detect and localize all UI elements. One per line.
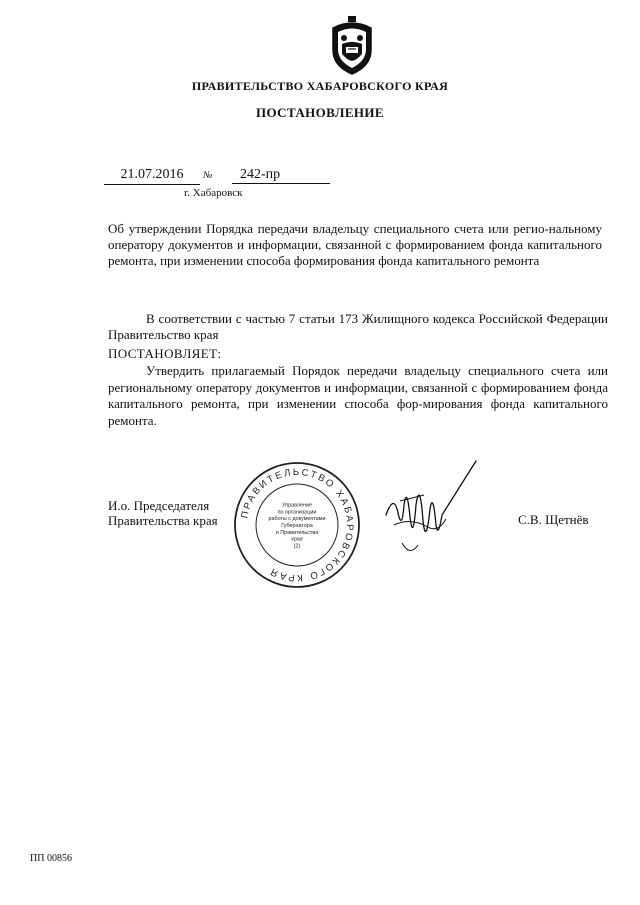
seal-inner-line: по организации: [277, 509, 317, 516]
document-subject: Об утверждении Порядка передачи владельцу специального счета или регио-нальному оператору документов и информации, связанной с формированием фонда капитального ремонта, при изменении способа формирования фонда капитального ремонта: [108, 221, 602, 268]
signatory-position-line2: Правительства края: [108, 513, 218, 528]
seal-outer-text: ПРАВИТЕЛЬСТВО ХАБАРОВСКОГО КРАЯ: [239, 466, 356, 584]
document-number: 242-пр: [232, 166, 330, 184]
resolves-heading: ПОСТАНОВЛЯЕТ:: [108, 346, 222, 361]
seal-inner-line: Управление: [282, 502, 312, 509]
document-code: ПП 00856: [30, 853, 72, 864]
seal-inner-line: Губернатора: [281, 523, 313, 529]
preamble-paragraph: В соответствии с частью 7 статьи 173 Жилищного кодекса Российской Федерации Правительство края: [108, 311, 608, 342]
seal-inner-line: и Правительства: [275, 529, 319, 536]
city-label: г. Хабаровск: [184, 187, 243, 199]
document-date: 21.07.2016: [104, 166, 200, 185]
seal-inner-line: края: [291, 536, 303, 543]
emblem-icon: [329, 14, 375, 76]
government-title: ПРАВИТЕЛЬСТВО ХАБАРОВСКОГО КРАЯ: [191, 79, 449, 93]
signatory-position: [108, 498, 218, 528]
official-seal: [232, 460, 362, 590]
signatory-name: С.В. Щетнёв: [518, 512, 589, 527]
resolution-clause: Утвердить прилагаемый Порядок передачи владельцу специального счета или региональному оператору документов и информации, связанной с формированием фонда капитального ремонта, при изменении способа фор-мирования фонда капитального ремонта.: [108, 363, 608, 428]
signatory-position-line1: И.о. Председателя: [108, 498, 210, 513]
number-sign: №: [203, 170, 213, 181]
seal-inner-line: (2): [293, 543, 301, 550]
handwritten-signature-icon: [380, 455, 480, 565]
document-type: ПОСТАНОВЛЕНИЕ: [255, 105, 385, 120]
seal-inner-line: работы с документами: [268, 516, 326, 523]
